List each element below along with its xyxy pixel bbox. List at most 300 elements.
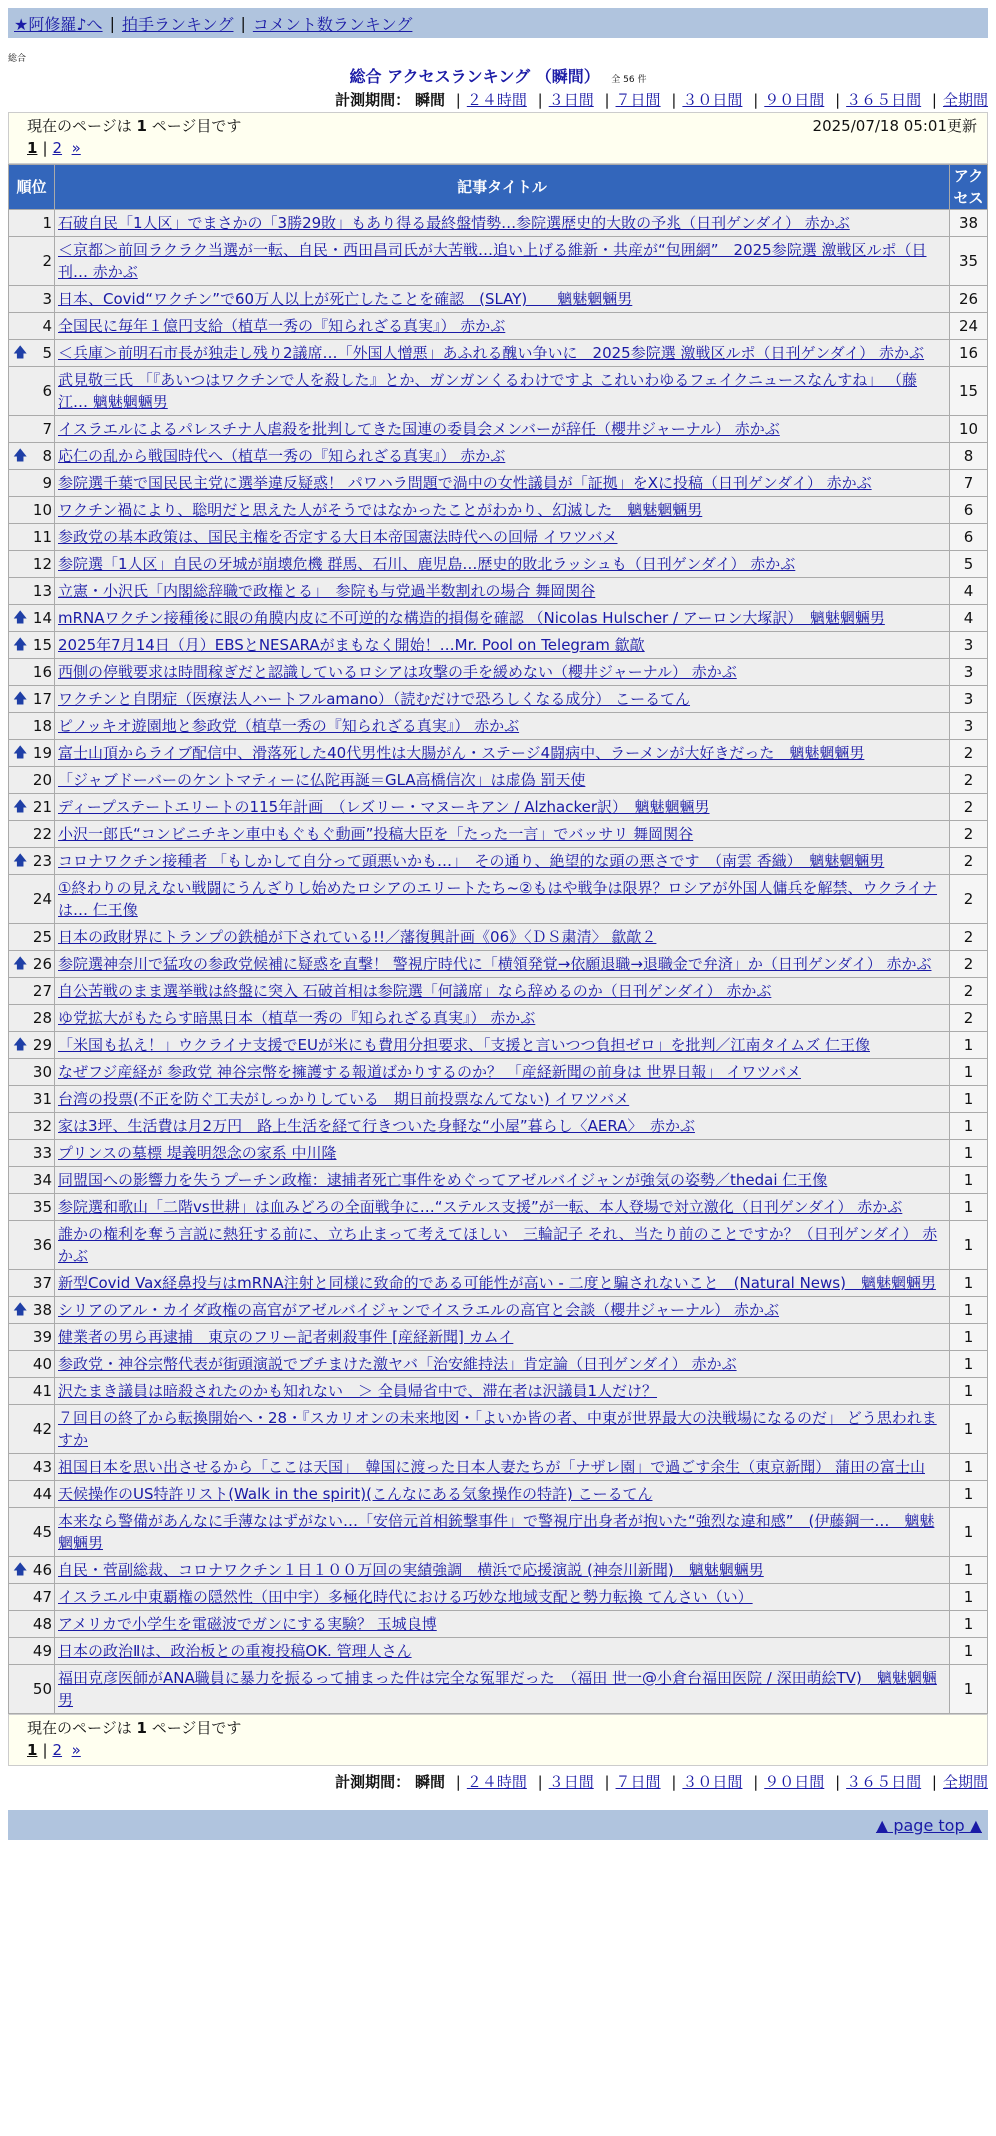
table-row	[9, 951, 987, 977]
period-link-30d[interactable]: ３０日間	[682, 1773, 743, 1791]
table-row	[9, 237, 987, 285]
access-count: 1	[950, 1297, 987, 1323]
access-count: 2	[950, 740, 987, 766]
period-link-7d[interactable]: ７日間	[615, 91, 661, 109]
up-arrow-icon: 🡅	[13, 691, 28, 707]
period-link-24h[interactable]: ２４時間	[466, 91, 527, 109]
table-row	[9, 313, 987, 339]
rank-number: 39	[32, 1328, 52, 1346]
rank-cell	[9, 470, 54, 496]
title-cell	[55, 1140, 949, 1166]
title-cell	[55, 848, 949, 874]
table-row	[9, 1405, 987, 1453]
rank-number: 46	[32, 1561, 52, 1579]
article-link[interactable]: 「米国も払え！」ウクライナ支援でEUが米にも費用分担要求、「支援と言いつつ負担ゼロ」を批判／江南タイムズ 仁王像	[58, 1036, 870, 1054]
access-count: 4	[950, 605, 987, 631]
rank-number: 38	[32, 1301, 52, 1319]
article-link[interactable]: mRNAワクチン接種後に眼の角膜内皮に不可逆的な構造的損傷を確認 （Nicolas Hulscher / アーロン大塚訳） 魑魅魍魎男	[58, 609, 885, 627]
rank-header: 順位	[9, 165, 54, 209]
period-link-90d[interactable]: ９０日間	[764, 1773, 825, 1791]
article-link[interactable]: 参院選「1人区」自民の牙城が崩壊危機 群馬、石川、鹿児島…歴史的敗北ラッシュも（日刊ゲンダイ） 赤かぶ	[58, 555, 796, 573]
article-link[interactable]: 誰かの権利を奪う言説に熱狂する前に、立ち止まって考えてほしい 三輪記子 それ、当たり前のことですか？（日刊ゲンダイ） 赤かぶ	[58, 1225, 938, 1265]
home-link[interactable]: ★阿修羅♪へ	[14, 14, 103, 34]
table-row	[9, 443, 987, 469]
rank-cell	[9, 1032, 54, 1058]
footer-bar	[8, 1810, 988, 1840]
rank-cell	[9, 1086, 54, 1112]
up-arrow-icon: 🡅	[13, 745, 28, 761]
table-row	[9, 416, 987, 442]
title-cell	[55, 578, 949, 604]
access-count: 2	[950, 924, 987, 950]
table-row	[9, 848, 987, 874]
rank-cell	[9, 1167, 54, 1193]
rank-number: 16	[32, 663, 52, 681]
period-link-3d[interactable]: ３日間	[548, 91, 594, 109]
access-count: 1	[950, 1481, 987, 1507]
period-link-90d[interactable]: ９０日間	[764, 91, 825, 109]
title-cell	[55, 1351, 949, 1377]
title-cell	[55, 1665, 949, 1713]
table-row	[9, 1611, 987, 1637]
rank-cell	[9, 848, 54, 874]
title-cell	[55, 1611, 949, 1637]
article-link[interactable]: シリアのアル・カイダ政権の高官がアゼルバイジャンでイスラエルの高官と会談（櫻井ジャーナル） 赤かぶ	[58, 1301, 780, 1319]
period-current: 瞬間	[414, 91, 445, 109]
rank-number: 1	[42, 214, 52, 232]
ranking-table	[8, 164, 988, 1714]
rank-number: 32	[32, 1117, 52, 1135]
rank-number: 45	[32, 1523, 52, 1541]
article-link[interactable]: 応仁の乱から戦国時代へ（植草一秀の『知られざる真実』） 赤かぶ	[58, 447, 506, 465]
access-count: 1	[950, 1086, 987, 1112]
next-page-link[interactable]: »	[71, 139, 81, 157]
access-count: 16	[950, 340, 987, 366]
article-link[interactable]: 福田克彦医師がANA職員に暴力を振るって捕まった件は完全な冤罪だった （福田 世一@小倉台福田医院 / 深田萌絵TV) 魑魅魍魎男	[58, 1669, 937, 1709]
article-link[interactable]: 富士山頂からライブ配信中、滑落死した40代男性は大腸がん・ステージ4闘病中、ラーメンが大好きだった 魑魅魍魎男	[58, 744, 865, 762]
rank-number: 47	[32, 1588, 52, 1606]
nav-separator: |	[240, 13, 246, 33]
rank-number: 5	[42, 344, 52, 362]
access-count: 1	[950, 1167, 987, 1193]
rank-number: 24	[32, 890, 52, 908]
access-count: 1	[950, 1665, 987, 1713]
period-link-365d[interactable]: ３６５日間	[846, 91, 922, 109]
access-count: 7	[950, 470, 987, 496]
title-cell	[55, 367, 949, 415]
rank-number: 17	[32, 690, 52, 708]
table-row	[9, 210, 987, 236]
pager-top: 現在のページは 1 ページ目です 2025/07/18 05:01更新 1 | 2 »	[8, 112, 988, 164]
title-cell	[55, 286, 949, 312]
page-link-2[interactable]: 2	[52, 139, 63, 157]
title-cell	[55, 1113, 949, 1139]
title-cell	[55, 659, 949, 685]
article-link[interactable]: コロナワクチン接種者 「もしかして自分って頭悪いかも…」 その通り、絶望的な頭の悪さです （南雲 香織） 魑魅魍魎男	[58, 852, 885, 870]
up-arrow-icon: 🡅	[13, 799, 28, 815]
table-row	[9, 1508, 987, 1556]
rank-number: 3	[42, 290, 52, 308]
rank-number: 12	[32, 555, 52, 573]
rank-number: 22	[32, 825, 52, 843]
comment-ranking-link[interactable]: コメント数ランキング	[252, 14, 413, 34]
table-row	[9, 713, 987, 739]
article-link[interactable]: 武見敬三氏 「『あいつはワクチンで人を殺した』とか、ガンガンくるわけですよ これいわゆるフェイクニュースなんすね」 （藤江… 魑魅魍魎男	[58, 371, 917, 411]
rank-cell	[9, 367, 54, 415]
article-link[interactable]: 西側の停戦要求は時間稼ぎだと認識しているロシアは攻撃の手を緩めない（櫻井ジャーナル） 赤かぶ	[58, 663, 737, 681]
page-title-text: 総合 アクセスランキング （瞬間）	[349, 67, 600, 86]
article-link[interactable]: ピノッキオ遊園地と参政党（植草一秀の『知られざる真実』） 赤かぶ	[58, 717, 520, 735]
page-status: 現在のページは 1 ページ目です	[27, 1719, 242, 1737]
up-arrow-icon: 🡅	[13, 956, 28, 972]
rank-number: 34	[32, 1171, 52, 1189]
title-cell	[55, 340, 949, 366]
article-link[interactable]: なぜフジ産経が 参政党 神谷宗幣を擁護する報道ばかりするのか？ 「産経新聞の前身は 世界日報」 イワツバメ	[58, 1063, 801, 1081]
table-row	[9, 497, 987, 523]
rank-number: 19	[32, 744, 52, 762]
up-arrow-icon: 🡅	[13, 610, 28, 626]
article-link[interactable]: 立憲・小沢氏「内閣総辞職で政権とる」 参院も与党過半数割れの場合 舞岡関谷	[58, 582, 596, 600]
article-link[interactable]: 健業者の男ら再逮捕 東京のフリー記者刺殺事件 [産経新聞] カムイ	[58, 1328, 514, 1346]
article-link[interactable]: ＜京都＞前回ラクラク当選が一転、自民・西田昌司氏が大苦戦…追い上げる維新・共産が“包囲網” 2025参院選 激戦区ルポ（日刊… 赤かぶ	[58, 241, 927, 281]
article-link[interactable]: ゆ党拡大がもたらす暗黒日本（植草一秀の『知られざる真実』） 赤かぶ	[58, 1009, 536, 1027]
table-row	[9, 821, 987, 847]
article-link[interactable]: イスラエル中東覇権の隠然性（田中宇）多極化時代における巧妙な地域支配と勢力転換 てんさい（い）	[58, 1588, 753, 1606]
rank-cell	[9, 1638, 54, 1664]
rank-cell	[9, 416, 54, 442]
title-cell	[55, 313, 949, 339]
rank-cell	[9, 1005, 54, 1031]
article-link[interactable]: 自民・菅副総裁、コロナワクチン１日１００万回の実績強調 横浜で応援演説 (神奈川新聞) 魑魅魍魎男	[58, 1561, 764, 1579]
rank-cell	[9, 794, 54, 820]
title-cell	[55, 1584, 949, 1610]
current-page-number: 1	[27, 1741, 38, 1759]
period-link-365d[interactable]: ３６５日間	[846, 1773, 922, 1791]
title-cell	[55, 237, 949, 285]
title-cell	[55, 1378, 949, 1404]
title-cell	[55, 740, 949, 766]
article-link[interactable]: 自公苦戦のまま選挙戦は終盤に突入 石破首相は参院選「何議席」なら辞めるのか（日刊ゲンダイ） 赤かぶ	[58, 982, 772, 1000]
title-cell	[55, 1167, 949, 1193]
rank-cell	[9, 659, 54, 685]
rank-number: 29	[32, 1036, 52, 1054]
period-label: 計測期間：	[335, 1773, 411, 1791]
rank-number: 30	[32, 1063, 52, 1081]
title-cell	[55, 1270, 949, 1296]
article-link[interactable]: 家は3坪、生活費は月2万円 路上生活を経て行きついた身軽な“小屋”暮らし〈AERA〉 赤かぶ	[58, 1117, 695, 1135]
period-link-24h[interactable]: ２４時間	[466, 1773, 527, 1791]
article-link[interactable]: 参政党の基本政策は、国民主権を否定する大日本帝国憲法時代への回帰 イワツバメ	[58, 528, 618, 546]
access-header: アクセス	[950, 165, 987, 209]
article-link[interactable]: 全国民に毎年１億円支給（植草一秀の『知られざる真実』） 赤かぶ	[58, 317, 506, 335]
table-row	[9, 659, 987, 685]
access-count: 3	[950, 686, 987, 712]
rank-cell	[9, 1140, 54, 1166]
table-row	[9, 1032, 987, 1058]
title-header: 記事タイトル	[55, 165, 949, 209]
article-link[interactable]: ①終わりの見えない戦闘にうんざりし始めたロシアのエリートたち~②もはや戦争は限界？ロシアが外国人傭兵を解禁、ウクライナは… 仁王像	[58, 879, 938, 919]
title-cell	[55, 1221, 949, 1269]
table-row	[9, 1324, 987, 1350]
rank-cell	[9, 313, 54, 339]
rank-cell	[9, 578, 54, 604]
rank-cell	[9, 1611, 54, 1637]
period-link-7d[interactable]: ７日間	[615, 1773, 661, 1791]
access-count: 1	[950, 1351, 987, 1377]
access-count: 1	[950, 1270, 987, 1296]
rank-number: 27	[32, 982, 52, 1000]
access-count: 3	[950, 632, 987, 658]
article-link[interactable]: ワクチンと自閉症（医療法人ハートフルamano）（読むだけで恐ろしくなる成分） こーるてん	[58, 690, 691, 708]
rank-cell	[9, 551, 54, 577]
title-cell	[55, 470, 949, 496]
rank-number: 14	[32, 609, 52, 627]
table-row	[9, 340, 987, 366]
table-row	[9, 1481, 987, 1507]
rank-number: 43	[32, 1458, 52, 1476]
rank-number: 20	[32, 771, 52, 789]
top-nav-bar	[8, 8, 988, 38]
rank-cell	[9, 497, 54, 523]
table-row	[9, 524, 987, 550]
table-row	[9, 1194, 987, 1220]
table-row	[9, 1584, 987, 1610]
access-count: 2	[950, 978, 987, 1004]
rank-number: 44	[32, 1485, 52, 1503]
article-link[interactable]: 参院選神奈川で猛攻の参政党候補に疑惑を直撃！ 警視庁時代に「横領発覚→依願退職→退職金で弁済」か（日刊ゲンダイ） 赤かぶ	[58, 955, 932, 973]
article-link[interactable]: 日本の政治Ⅱは、政治板との重複投稿OK. 管理人さん	[58, 1642, 412, 1660]
nav-separator: |	[109, 13, 115, 33]
rank-cell	[9, 632, 54, 658]
rank-number: 21	[32, 798, 52, 816]
rank-number: 28	[32, 1009, 52, 1027]
rank-number: 49	[32, 1642, 52, 1660]
rank-number: 11	[32, 528, 52, 546]
article-link[interactable]: 天候操作のUS特許リスト(Walk in the spirit)(こんなにある気象操作の特許) こーるてん	[58, 1485, 653, 1503]
access-count: 1	[950, 1638, 987, 1664]
rank-number: 33	[32, 1144, 52, 1162]
article-link[interactable]: ディープステートエリートの115年計画 （レズリー・マヌーキアン / Alzhacker訳） 魑魅魍魎男	[58, 798, 710, 816]
title-cell	[55, 1086, 949, 1112]
rank-number: 37	[32, 1274, 52, 1292]
article-link[interactable]: 本来なら警備があんなに手薄なはずがない…「安倍元首相銃撃事件」で警視庁出身者が抱いた“強烈な違和感” (伊藤鋼一… 魑魅魍魎男	[58, 1512, 935, 1552]
table-row	[9, 1167, 987, 1193]
access-count: 1	[950, 1032, 987, 1058]
pager-bottom: 現在のページは 1 ページ目です 1 | 2 »	[8, 1714, 988, 1766]
article-link[interactable]: ワクチン禍により、聡明だと思えた人がそうではなかったことがわかり、幻滅した 魑魅魍魎男	[58, 501, 703, 519]
table-row	[9, 1351, 987, 1377]
rank-number: 23	[32, 852, 52, 870]
article-link[interactable]: アメリカで小学生を電磁波でガンにする実験？ 玉城良博	[58, 1615, 437, 1633]
access-count: 2	[950, 794, 987, 820]
access-count: 5	[950, 551, 987, 577]
rank-cell	[9, 875, 54, 923]
page-link-2[interactable]: 2	[52, 1741, 63, 1759]
table-row	[9, 875, 987, 923]
title-cell	[55, 605, 949, 631]
rank-cell	[9, 767, 54, 793]
access-count: 2	[950, 1005, 987, 1031]
rank-cell	[9, 1113, 54, 1139]
rank-cell	[9, 1405, 54, 1453]
article-link[interactable]: 参院選千葉で国民民主党に選挙違反疑惑！ パワハラ問題で渦中の女性議員が「証拠」をXに投稿（日刊ゲンダイ） 赤かぶ	[58, 474, 872, 492]
article-link[interactable]: ７回目の終了から転換開始へ・28・『スカリオンの未来地図・「よいか皆の者、中東が世界最大の決戦場になるのだ」 どう思われますか	[58, 1409, 937, 1449]
rank-cell	[9, 443, 54, 469]
article-link[interactable]: 参政党・神谷宗幣代表が街頭演説でブチまけた激ヤバ「治安維持法」肯定論（日刊ゲンダイ） 赤かぶ	[58, 1355, 737, 1373]
article-link[interactable]: 祖国日本を思い出させるから「ここは天国」 韓国に渡った日本人妻たちが「ナザレ園」で過ごす余生（東京新聞） 蒲田の富士山	[58, 1458, 925, 1476]
table-row	[9, 1557, 987, 1583]
rank-cell	[9, 951, 54, 977]
article-link[interactable]: 日本、Covid“ワクチン”で60万人以上が死亡したことを確認 (SLAY) 魑魅魍魎男	[58, 290, 633, 308]
period-current: 瞬間	[414, 1773, 445, 1791]
table-row	[9, 767, 987, 793]
table-row	[9, 924, 987, 950]
category-label: 総合	[8, 54, 27, 64]
access-count: 1	[950, 1611, 987, 1637]
table-row	[9, 1140, 987, 1166]
article-link[interactable]: 台湾の投票(不正を防ぐ工夫がしっかりしている 期日前投票なんてない) イワツバメ	[58, 1090, 630, 1108]
title-cell	[55, 551, 949, 577]
access-count: 3	[950, 659, 987, 685]
article-link[interactable]: イスラエルによるパレスチナ人虐殺を批判してきた国連の委員会メンバーが辞任（櫻井ジャーナル） 赤かぶ	[58, 420, 780, 438]
access-count: 35	[950, 237, 987, 285]
title-cell	[55, 1405, 949, 1453]
rank-cell	[9, 1351, 54, 1377]
table-row	[9, 1086, 987, 1112]
up-arrow-icon: 🡅	[13, 1037, 28, 1053]
access-count: 1	[950, 1113, 987, 1139]
article-link[interactable]: 2025年7月14日（月）EBSとNESARAがまもなく開始！…Mr. Pool on Telegram 歙歊	[58, 636, 645, 654]
table-row	[9, 551, 987, 577]
rank-cell	[9, 237, 54, 285]
up-arrow-icon: 🡅	[13, 1562, 28, 1578]
next-page-link[interactable]: »	[71, 1741, 81, 1759]
table-row	[9, 1221, 987, 1269]
article-link[interactable]: 小沢一郎氏“コンビニチキン車中もぐもぐ動画”投稿大臣を「たった一言」でバッサリ 舞岡関谷	[58, 825, 694, 843]
title-cell	[55, 924, 949, 950]
rank-number: 8	[42, 447, 52, 465]
access-count: 1	[950, 1454, 987, 1480]
rank-cell	[9, 1508, 54, 1556]
access-count: 4	[950, 578, 987, 604]
period-link-30d[interactable]: ３０日間	[682, 91, 743, 109]
period-link-all[interactable]: 全期間	[942, 91, 988, 109]
period-link-3d[interactable]: ３日間	[548, 1773, 594, 1791]
access-count: 26	[950, 286, 987, 312]
rank-number: 15	[32, 636, 52, 654]
table-row	[9, 1005, 987, 1031]
table-row	[9, 686, 987, 712]
up-arrow-icon: 🡅	[13, 637, 28, 653]
table-row	[9, 578, 987, 604]
title-cell	[55, 1005, 949, 1031]
rank-number: 9	[42, 474, 52, 492]
article-link[interactable]: 新型Covid Vax経鼻投与はmRNA注射と同様に致命的である可能性が高い - 二度と騙されないこと (Natural News) 魑魅魍魎男	[58, 1274, 936, 1292]
article-link[interactable]: 「ジャブドーバーのケントマティーに仏陀再誕＝GLA高橋信次」は虚偽 罰天使	[58, 771, 586, 789]
rank-number: 7	[42, 420, 52, 438]
table-row	[9, 1378, 987, 1404]
table-row	[9, 286, 987, 312]
rank-number: 42	[32, 1420, 52, 1438]
access-count: 24	[950, 313, 987, 339]
table-row	[9, 470, 987, 496]
rank-number: 35	[32, 1198, 52, 1216]
up-arrow-icon: 🡅	[13, 1302, 28, 1318]
up-arrow-icon: 🡅	[13, 448, 28, 464]
access-count: 1	[950, 1405, 987, 1453]
access-count: 6	[950, 497, 987, 523]
rank-cell	[9, 821, 54, 847]
up-arrow-icon: 🡅	[13, 345, 28, 361]
table-row	[9, 1454, 987, 1480]
rank-number: 18	[32, 717, 52, 735]
rank-cell	[9, 1297, 54, 1323]
rank-number: 4	[42, 317, 52, 335]
article-link[interactable]: 日本の政財界にトランプの鉄槌が下されている!!／藩復興計画《06》〈ＤＳ粛清〉 歙歊２	[58, 928, 657, 946]
table-row	[9, 1059, 987, 1085]
title-cell	[55, 210, 949, 236]
title-cell	[55, 497, 949, 523]
access-count: 10	[950, 416, 987, 442]
title-cell	[55, 951, 949, 977]
up-arrow-icon: 🡅	[13, 853, 28, 869]
title-cell	[55, 1481, 949, 1507]
rank-cell	[9, 340, 54, 366]
total-count: 全 56 件	[611, 75, 647, 85]
article-link[interactable]: 石破自民「1人区」でまさかの「3勝29敗」もあり得る最終盤情勢…参院選歴史的大敗の予兆（日刊ゲンダイ） 赤かぶ	[58, 214, 850, 232]
rank-cell	[9, 1324, 54, 1350]
title-cell	[55, 1557, 949, 1583]
title-cell	[55, 632, 949, 658]
access-count: 2	[950, 767, 987, 793]
table-row	[9, 1113, 987, 1139]
table-row	[9, 740, 987, 766]
table-row	[9, 794, 987, 820]
access-count: 3	[950, 713, 987, 739]
applause-ranking-link[interactable]: 拍手ランキング	[121, 14, 234, 34]
title-cell	[55, 1297, 949, 1323]
access-count: 2	[950, 875, 987, 923]
rank-cell	[9, 605, 54, 631]
page-top-link[interactable]: ▲ page top ▲	[875, 1815, 982, 1835]
access-count: 1	[950, 1140, 987, 1166]
title-cell	[55, 794, 949, 820]
access-count: 1	[950, 1584, 987, 1610]
article-link[interactable]: プリンスの墓標 堤義明怨念の家系 中川隆	[58, 1144, 337, 1162]
rank-cell	[9, 740, 54, 766]
title-cell	[55, 875, 949, 923]
rank-cell	[9, 1378, 54, 1404]
rank-cell	[9, 210, 54, 236]
access-count: 1	[950, 1059, 987, 1085]
article-link[interactable]: ＜兵庫＞前明石市長が独走し残り2議席…「外国人憎悪」あふれる醜い争いに 2025参院選 激戦区ルポ（日刊ゲンダイ） 赤かぶ	[58, 344, 925, 362]
article-link[interactable]: 沢たまき議員は暗殺されたのかも知れない ＞ 全員帰省中で、滞在者は沢議員1人だけ？	[58, 1382, 658, 1400]
title-cell	[55, 1508, 949, 1556]
period-link-all[interactable]: 全期間	[942, 1773, 988, 1791]
table-row	[9, 605, 987, 631]
page-status: 現在のページは 1 ページ目です	[27, 117, 242, 135]
access-count: 1	[950, 1221, 987, 1269]
access-count: 1	[950, 1324, 987, 1350]
article-link[interactable]: 同盟国への影響力を失うプーチン政権：逮捕者死亡事件をめぐってアゼルバイジャンが強気の姿勢／thedai 仁王像	[58, 1171, 828, 1189]
title-cell	[55, 416, 949, 442]
rank-cell	[9, 686, 54, 712]
table-row	[9, 632, 987, 658]
rank-cell	[9, 713, 54, 739]
article-link[interactable]: 参院選和歌山「二階vs世耕」は血みどろの全面戦争に…“ステルス支援”が一転、本人登場で対立激化（日刊ゲンダイ） 赤かぶ	[58, 1198, 903, 1216]
rank-cell	[9, 1584, 54, 1610]
title-cell	[55, 524, 949, 550]
